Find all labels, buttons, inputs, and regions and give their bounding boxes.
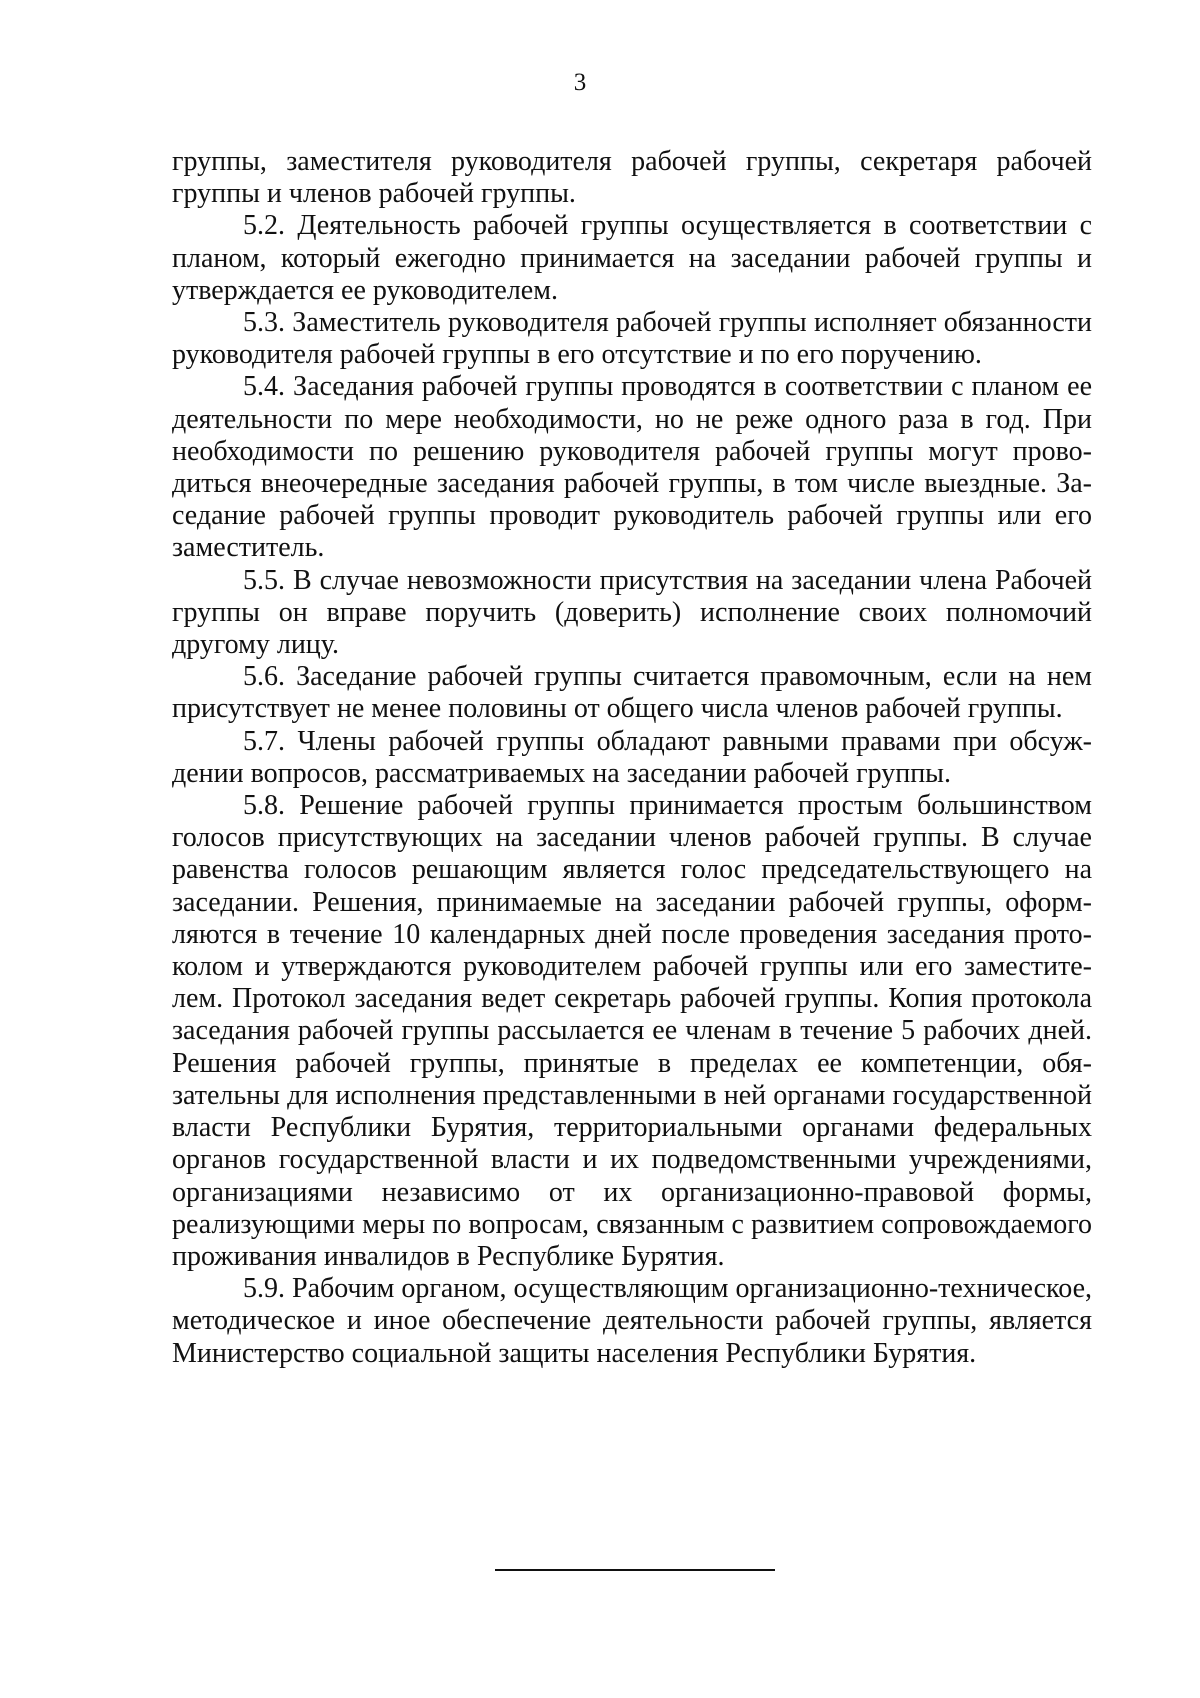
paragraph-5-7: 5.7. Члены рабочей группы обладают равными правами при обсуждении вопросов, рассматриваемых на заседании рабочей группы.	[172, 725, 1092, 789]
paragraph-continuation: группы, заместителя руководителя рабочей группы, секретаря рабочей группы и членов рабочей группы.	[172, 146, 1092, 210]
page-number: 3	[573, 69, 587, 96]
end-of-document-rule	[495, 1569, 775, 1571]
paragraph-5-6: 5.6. Заседание рабочей группы считается правомочным, если на нем присутствует не менее половины от общего числа членов рабочей группы.	[172, 661, 1092, 725]
paragraph-5-9: 5.9. Рабочим органом, осуществляющим организационно-техническое, методическое и иное обеспечение деятельности рабочей группы, является Министерство социальной защиты населения Республики Бурятия.	[172, 1273, 1092, 1369]
paragraph-5-5: 5.5. В случае невозможности присутствия на заседании члена Рабочей группы он вправе поручить (доверить) исполнение своих полномочий другому лицу.	[172, 564, 1092, 661]
paragraph-5-2: 5.2. Деятельность рабочей группы осуществляется в соответствии с планом, который ежегодно принимается на заседании рабочей группы и утверждается ее руководителем.	[172, 210, 1092, 306]
paragraph-5-4: 5.4. Заседания рабочей группы проводятся в соответствии с планом ее деятельности по мере необходимости, но не реже одного раза в год. При необходимости по решению руководителя рабочей группы могут проводиться внеочередные заседания рабочей группы, в том числе выездные. Заседание рабочей группы проводит руководитель рабочей группы или его заместитель.	[172, 371, 1092, 564]
document-body	[172, 146, 1092, 1370]
paragraph-5-3: 5.3. Заместитель руководителя рабочей группы исполняет обязанности руководителя рабочей группы в его отсутствие и по его поручению.	[172, 307, 1092, 371]
paragraph-5-8: 5.8. Решение рабочей группы принимается простым большинством голосов присутствующих на заседании членов рабочей группы. В случае равенства голосов решающим является голос председательствующего на заседании. Решения, принимаемые на заседании рабочей группы, оформляются в течение 10 календарных дней после проведения заседания протоколом и утверждаются руководителем рабочей группы или его заместителем. Протокол заседания ведет секретарь рабочей группы. Копия протокола заседания рабочей группы рассылается ее членам в течение 5 рабочих дней. Решения рабочей группы, принятые в пределах ее компетенции, обязательны для исполнения представленными в ней органами государственной власти Республики Бурятия, территориальными органами федеральных органов государственной власти и их подведомственными учреждениями, организациями независимо от их организационно-правовой формы, реализующими меры по вопросам, связанным с развитием сопровождаемого проживания инвалидов в Республике Бурятия.	[172, 790, 1092, 1272]
